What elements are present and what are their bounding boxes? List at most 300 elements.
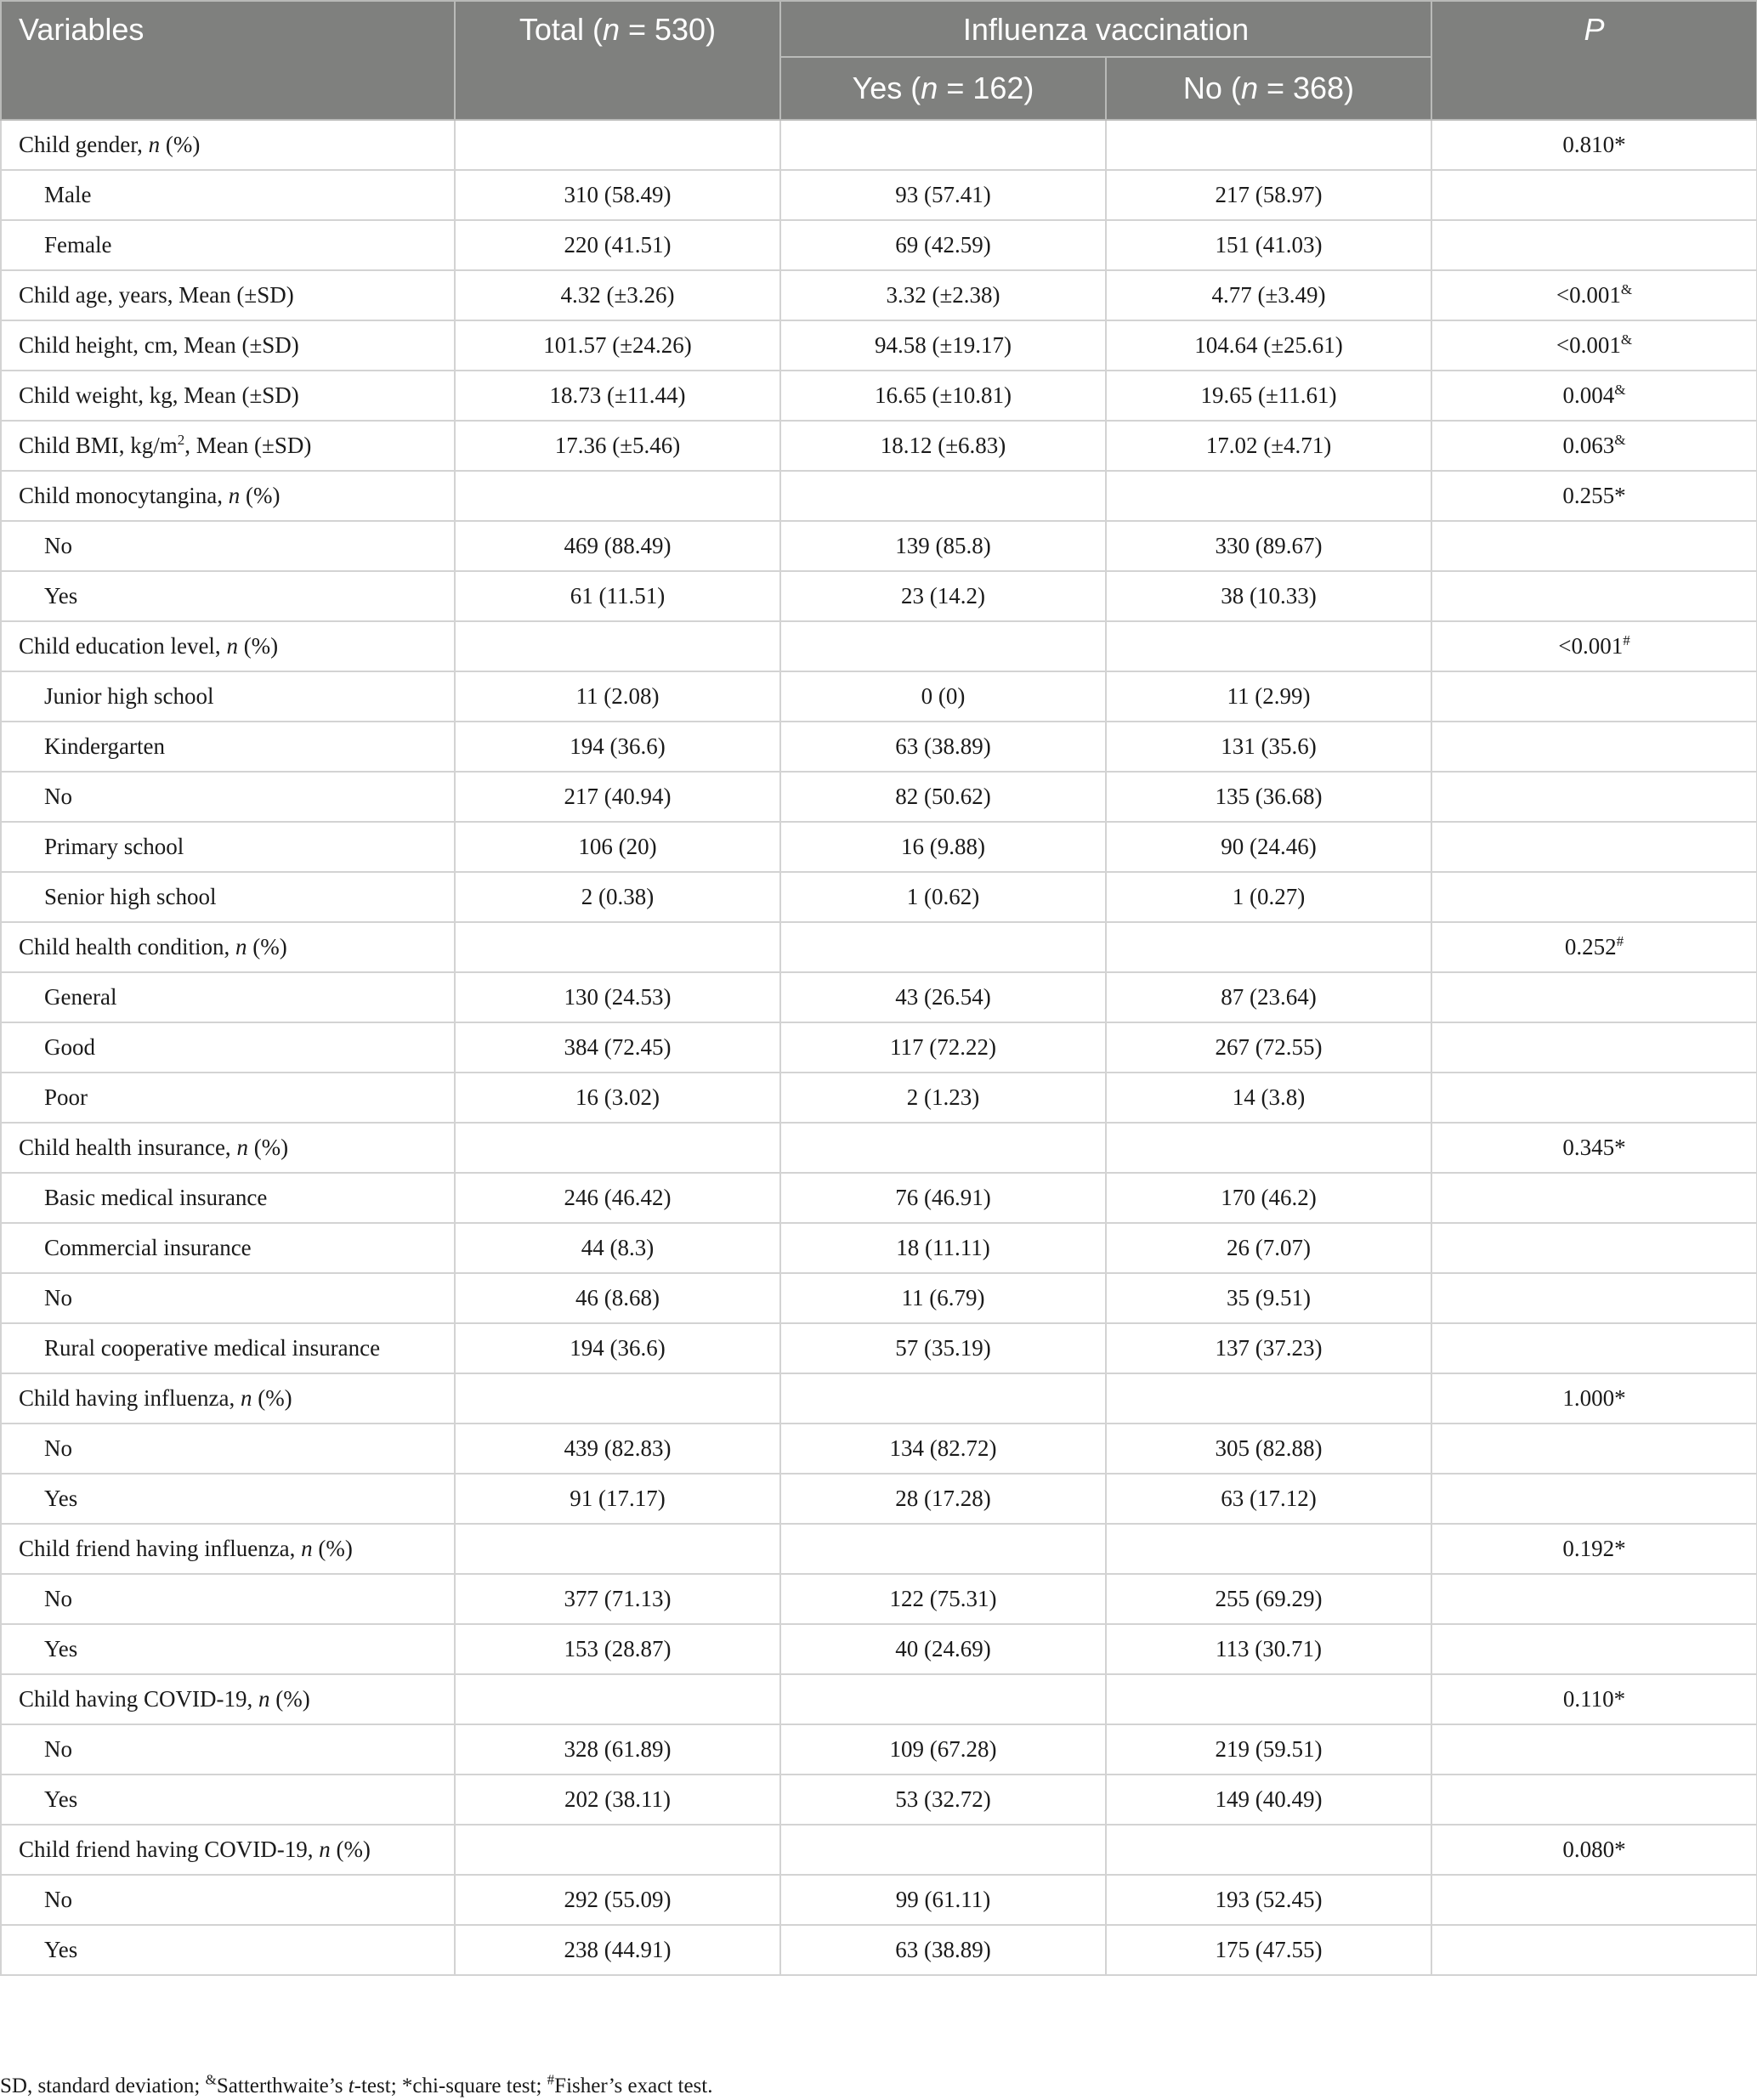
- table-footnote: SD, standard deviation; &Satterthwaite’s t-test; *chi-square test; #Fisher’s exact test.: [0, 2071, 713, 2097]
- cell-yes: 40 (24.69): [780, 1624, 1106, 1674]
- cell-yes: 139 (85.8): [780, 521, 1106, 571]
- row-label: [1, 822, 455, 872]
- cell-yes: [780, 922, 1106, 972]
- row-label: [1, 1674, 455, 1724]
- table-row: [1, 1474, 1757, 1524]
- table-row: [1, 521, 1757, 571]
- cell-yes: 82 (50.62): [780, 772, 1106, 822]
- cell-p: [1431, 671, 1757, 722]
- cell-yes: [780, 1674, 1106, 1724]
- cell-total: 194 (36.6): [455, 722, 780, 772]
- cell-total: 328 (61.89): [455, 1724, 780, 1775]
- cell-yes: [780, 120, 1106, 170]
- table-row: [1, 1323, 1757, 1373]
- cell-p: [1431, 1624, 1757, 1674]
- row-label: [1, 1323, 455, 1373]
- cell-yes: 18 (11.11): [780, 1223, 1106, 1273]
- cell-total: 91 (17.17): [455, 1474, 780, 1524]
- cell-yes: 109 (67.28): [780, 1724, 1106, 1775]
- cell-yes: 0 (0): [780, 671, 1106, 722]
- row-label: [1, 671, 455, 722]
- cell-yes: 63 (38.89): [780, 722, 1106, 772]
- cell-total: [455, 120, 780, 170]
- cell-total: [455, 1373, 780, 1424]
- cell-total: [455, 1123, 780, 1173]
- p-value: 0.004: [1562, 382, 1615, 408]
- cell-total: 11 (2.08): [455, 671, 780, 722]
- cell-yes: 99 (61.11): [780, 1875, 1106, 1925]
- cell-total: [455, 1674, 780, 1724]
- cell-p: [1431, 1925, 1757, 1975]
- row-label-suffix: (%): [312, 1536, 353, 1561]
- table-row: [1, 170, 1757, 220]
- row-label-text: No: [44, 1736, 72, 1762]
- cell-p: [1431, 1123, 1757, 1173]
- row-label: [1, 521, 455, 571]
- cell-no: 14 (3.8): [1106, 1073, 1431, 1123]
- cell-total: 106 (20): [455, 822, 780, 872]
- row-label: [1, 722, 455, 772]
- row-label-suffix: (%): [160, 132, 201, 157]
- cell-yes: 2 (1.23): [780, 1073, 1106, 1123]
- row-label-text: Child age, years, Mean (±SD): [19, 282, 294, 308]
- cell-yes: 28 (17.28): [780, 1474, 1106, 1524]
- cell-no: [1106, 621, 1431, 671]
- cell-p: [1431, 1825, 1757, 1875]
- table-row: [1, 1875, 1757, 1925]
- row-label-suffix: (%): [247, 934, 287, 959]
- row-label-text: Child friend having COVID-19,: [19, 1837, 320, 1862]
- row-label: [1, 1825, 455, 1875]
- cell-p: [1431, 1373, 1757, 1424]
- row-label-text: Primary school: [44, 834, 184, 859]
- p-mark: &: [1614, 382, 1626, 398]
- cell-no: 137 (37.23): [1106, 1323, 1431, 1373]
- row-label: [1, 471, 455, 521]
- row-label-italic: n: [301, 1536, 313, 1561]
- cell-yes: 94.58 (±19.17): [780, 320, 1106, 371]
- cell-no: 217 (58.97): [1106, 170, 1431, 220]
- table-row: [1, 922, 1757, 972]
- p-mark: #: [1623, 632, 1630, 648]
- table-row: [1, 972, 1757, 1022]
- cell-no: 151 (41.03): [1106, 220, 1431, 270]
- cell-p: [1431, 772, 1757, 822]
- header-yes: Yes (n = 162): [780, 57, 1106, 120]
- table-row: [1, 220, 1757, 270]
- cell-no: 305 (82.88): [1106, 1424, 1431, 1474]
- cell-p: [1431, 822, 1757, 872]
- row-label-suffix: (%): [269, 1686, 310, 1712]
- row-label-suffix: (%): [330, 1837, 371, 1862]
- p-value: 0.063: [1562, 433, 1615, 458]
- row-label: [1, 1574, 455, 1624]
- cell-yes: 3.32 (±2.38): [780, 270, 1106, 320]
- row-label: [1, 1925, 455, 1975]
- row-label: [1, 1474, 455, 1524]
- row-label-text: No: [44, 1285, 72, 1310]
- cell-total: 101.57 (±24.26): [455, 320, 780, 371]
- cell-total: 238 (44.91): [455, 1925, 780, 1975]
- cell-p: [1431, 621, 1757, 671]
- row-label-text: Child having influenza,: [19, 1385, 241, 1411]
- cell-p: [1431, 1524, 1757, 1574]
- table-row: [1, 1273, 1757, 1323]
- cell-yes: 1 (0.62): [780, 872, 1106, 922]
- cell-yes: 93 (57.41): [780, 170, 1106, 220]
- table-row: [1, 1674, 1757, 1724]
- row-label: [1, 421, 455, 471]
- table-row: [1, 1173, 1757, 1223]
- cell-yes: 11 (6.79): [780, 1273, 1106, 1323]
- cell-p: [1431, 1424, 1757, 1474]
- cell-yes: [780, 1373, 1106, 1424]
- cell-total: 2 (0.38): [455, 872, 780, 922]
- row-label: [1, 371, 455, 421]
- cell-no: 63 (17.12): [1106, 1474, 1431, 1524]
- table-row: [1, 671, 1757, 722]
- row-label: [1, 1123, 455, 1173]
- row-label-text: No: [44, 533, 72, 558]
- table-row: [1, 371, 1757, 421]
- table-row: [1, 270, 1757, 320]
- row-label-text: Yes: [44, 1786, 78, 1812]
- row-label-text: Child monocytangina,: [19, 483, 229, 508]
- cell-total: [455, 922, 780, 972]
- row-label: [1, 972, 455, 1022]
- cell-yes: 63 (38.89): [780, 1925, 1106, 1975]
- cell-yes: 122 (75.31): [780, 1574, 1106, 1624]
- row-label: [1, 1775, 455, 1825]
- cell-p: [1431, 1273, 1757, 1323]
- cell-p: [1431, 1875, 1757, 1925]
- cell-total: 18.73 (±11.44): [455, 371, 780, 421]
- cell-total: 17.36 (±5.46): [455, 421, 780, 471]
- cell-p: [1431, 972, 1757, 1022]
- cell-p: [1431, 1674, 1757, 1724]
- row-label-text: Child height, cm, Mean (±SD): [19, 332, 299, 358]
- row-label-text: Yes: [44, 1937, 78, 1962]
- cell-no: 26 (7.07): [1106, 1223, 1431, 1273]
- row-label-text: Child having COVID-19,: [19, 1686, 258, 1712]
- p-mark: *: [1614, 132, 1626, 157]
- row-label-italic: n: [240, 1385, 252, 1411]
- table-row: [1, 722, 1757, 772]
- cell-total: 246 (46.42): [455, 1173, 780, 1223]
- cell-total: 377 (71.13): [455, 1574, 780, 1624]
- cell-yes: 134 (82.72): [780, 1424, 1106, 1474]
- row-label: [1, 1724, 455, 1775]
- cell-yes: 18.12 (±6.83): [780, 421, 1106, 471]
- cell-no: 38 (10.33): [1106, 571, 1431, 621]
- row-label-italic: n: [236, 1135, 248, 1160]
- table-row: [1, 571, 1757, 621]
- cell-p: [1431, 1775, 1757, 1825]
- row-label-text: No: [44, 1435, 72, 1461]
- table-row: [1, 1022, 1757, 1073]
- row-label-text: Basic medical insurance: [44, 1185, 268, 1210]
- cell-yes: [780, 1123, 1106, 1173]
- table-row: [1, 1775, 1757, 1825]
- cell-p: [1431, 1022, 1757, 1073]
- cell-no: [1106, 922, 1431, 972]
- cell-total: 153 (28.87): [455, 1624, 780, 1674]
- table-row: [1, 1373, 1757, 1424]
- row-label: [1, 1524, 455, 1574]
- cell-total: 194 (36.6): [455, 1323, 780, 1373]
- p-value: <0.001: [1556, 332, 1621, 358]
- cell-total: [455, 1825, 780, 1875]
- cell-p: [1431, 521, 1757, 571]
- row-label-suffix: (%): [252, 1385, 292, 1411]
- p-value: 0.252: [1564, 934, 1617, 959]
- cell-p: [1431, 320, 1757, 371]
- cell-p: [1431, 421, 1757, 471]
- cell-total: [455, 621, 780, 671]
- p-mark: &: [1620, 331, 1633, 348]
- header-no: No (n = 368): [1106, 57, 1431, 120]
- cell-no: [1106, 1825, 1431, 1875]
- cell-p: [1431, 1474, 1757, 1524]
- table-row: [1, 1925, 1757, 1975]
- p-mark: &: [1620, 281, 1633, 297]
- cell-yes: 43 (26.54): [780, 972, 1106, 1022]
- p-mark: *: [1614, 1837, 1626, 1862]
- row-label-text: Child gender,: [19, 132, 149, 157]
- row-label: [1, 1624, 455, 1674]
- cell-no: 131 (35.6): [1106, 722, 1431, 772]
- row-label-suffix: (%): [247, 1135, 289, 1160]
- row-label: [1, 1223, 455, 1273]
- cell-no: 175 (47.55): [1106, 1925, 1431, 1975]
- row-label: [1, 1273, 455, 1323]
- cell-p: [1431, 722, 1757, 772]
- cell-total: 469 (88.49): [455, 521, 780, 571]
- table-row: [1, 1424, 1757, 1474]
- cell-p: [1431, 1173, 1757, 1223]
- row-label-text: Poor: [44, 1084, 88, 1110]
- table-row: [1, 872, 1757, 922]
- table-row: [1, 1825, 1757, 1875]
- row-label-text: Child health condition,: [19, 934, 235, 959]
- cell-no: 17.02 (±4.71): [1106, 421, 1431, 471]
- header-influenza-vaccination: Influenza vaccination: [780, 1, 1431, 57]
- cell-no: 255 (69.29): [1106, 1574, 1431, 1624]
- row-label: [1, 170, 455, 220]
- row-label: [1, 120, 455, 170]
- cell-yes: 53 (32.72): [780, 1775, 1106, 1825]
- table-row: [1, 120, 1757, 170]
- p-value: 0.080: [1562, 1837, 1615, 1862]
- row-label-italic: n: [226, 633, 238, 659]
- row-label-text: Child friend having influenza,: [19, 1536, 302, 1561]
- cell-total: 130 (24.53): [455, 972, 780, 1022]
- row-label: [1, 571, 455, 621]
- row-label: [1, 922, 455, 972]
- row-label-text: No: [44, 784, 72, 809]
- cell-total: 202 (38.11): [455, 1775, 780, 1825]
- cell-no: [1106, 1373, 1431, 1424]
- row-label-text: Rural cooperative medical insurance: [44, 1335, 381, 1361]
- cell-yes: 69 (42.59): [780, 220, 1106, 270]
- row-label: [1, 1424, 455, 1474]
- row-label-text: Child BMI, kg/m: [19, 433, 178, 458]
- row-label: [1, 270, 455, 320]
- cell-yes: 23 (14.2): [780, 571, 1106, 621]
- cell-p: [1431, 922, 1757, 972]
- row-label-text: Child weight, kg, Mean (±SD): [19, 382, 299, 408]
- cell-total: 61 (11.51): [455, 571, 780, 621]
- cell-no: [1106, 1123, 1431, 1173]
- cell-p: [1431, 872, 1757, 922]
- cell-no: 267 (72.55): [1106, 1022, 1431, 1073]
- row-label-text: Senior high school: [44, 884, 217, 909]
- table-row: [1, 320, 1757, 371]
- p-value: <0.001: [1556, 282, 1621, 308]
- cell-no: 149 (40.49): [1106, 1775, 1431, 1825]
- row-label: [1, 1875, 455, 1925]
- table-row: [1, 1223, 1757, 1273]
- p-mark: &: [1614, 432, 1626, 448]
- cell-p: [1431, 571, 1757, 621]
- cell-total: 44 (8.3): [455, 1223, 780, 1273]
- cell-total: [455, 1524, 780, 1574]
- row-label-text: Kindergarten: [44, 733, 165, 759]
- p-value: 0.345: [1562, 1135, 1615, 1160]
- cell-total: 46 (8.68): [455, 1273, 780, 1323]
- row-label-sup: 2: [177, 432, 185, 448]
- cell-total: 217 (40.94): [455, 772, 780, 822]
- row-label: [1, 872, 455, 922]
- row-label-text: Yes: [44, 1636, 78, 1661]
- row-label-text: Child health insurance,: [19, 1135, 237, 1160]
- cell-no: 193 (52.45): [1106, 1875, 1431, 1925]
- cell-p: [1431, 1323, 1757, 1373]
- cell-total: 16 (3.02): [455, 1073, 780, 1123]
- row-label: [1, 1073, 455, 1123]
- row-label: [1, 1022, 455, 1073]
- cell-no: [1106, 1524, 1431, 1574]
- row-label-suffix: , Mean (±SD): [184, 433, 312, 458]
- cell-no: 104.64 (±25.61): [1106, 320, 1431, 371]
- cell-yes: 57 (35.19): [780, 1323, 1106, 1373]
- cell-no: 19.65 (±11.61): [1106, 371, 1431, 421]
- cell-yes: 76 (46.91): [780, 1173, 1106, 1223]
- cell-no: 11 (2.99): [1106, 671, 1431, 722]
- header-row-1: [1, 1, 1757, 57]
- cell-total: 439 (82.83): [455, 1424, 780, 1474]
- table-row: [1, 471, 1757, 521]
- p-value: 0.810: [1562, 132, 1615, 157]
- cell-p: [1431, 170, 1757, 220]
- cell-p: [1431, 1073, 1757, 1123]
- p-mark: *: [1614, 483, 1626, 508]
- cell-p: [1431, 371, 1757, 421]
- table-row: [1, 772, 1757, 822]
- cell-total: 384 (72.45): [455, 1022, 780, 1073]
- cell-no: 90 (24.46): [1106, 822, 1431, 872]
- table-row: [1, 1524, 1757, 1574]
- row-label: [1, 220, 455, 270]
- table-row: [1, 1624, 1757, 1674]
- cell-p: [1431, 120, 1757, 170]
- row-label-suffix: (%): [240, 483, 281, 508]
- table-body: [1, 120, 1757, 1975]
- p-mark: *: [1613, 1686, 1626, 1712]
- cell-no: 135 (36.68): [1106, 772, 1431, 822]
- cell-total: 220 (41.51): [455, 220, 780, 270]
- cell-yes: [780, 471, 1106, 521]
- cell-yes: 117 (72.22): [780, 1022, 1106, 1073]
- row-label-italic: n: [148, 132, 161, 157]
- cell-p: [1431, 1223, 1757, 1273]
- p-value: 0.192: [1562, 1536, 1615, 1561]
- cell-no: 170 (46.2): [1106, 1173, 1431, 1223]
- table-row: [1, 1724, 1757, 1775]
- cell-yes: 16 (9.88): [780, 822, 1106, 872]
- row-label: [1, 772, 455, 822]
- p-value: 0.110: [1562, 1686, 1614, 1712]
- row-label-text: Junior high school: [44, 683, 214, 709]
- cell-total: 4.32 (±3.26): [455, 270, 780, 320]
- cell-no: [1106, 1674, 1431, 1724]
- row-label-suffix: (%): [237, 633, 279, 659]
- table-row: [1, 1073, 1757, 1123]
- cell-yes: [780, 1825, 1106, 1875]
- row-label: [1, 1173, 455, 1223]
- p-mark: *: [1614, 1385, 1626, 1411]
- table-row: [1, 822, 1757, 872]
- cell-total: 310 (58.49): [455, 170, 780, 220]
- cell-total: [455, 471, 780, 521]
- cell-p: [1431, 471, 1757, 521]
- cell-no: [1106, 471, 1431, 521]
- row-label-text: No: [44, 1586, 72, 1611]
- row-label-text: Good: [44, 1034, 95, 1060]
- row-label-text: General: [44, 984, 117, 1010]
- cell-yes: [780, 1524, 1106, 1574]
- cell-total: 292 (55.09): [455, 1875, 780, 1925]
- cell-no: 35 (9.51): [1106, 1273, 1431, 1323]
- table-header: [1, 1, 1757, 120]
- row-label-text: Child education level,: [19, 633, 227, 659]
- table-row: [1, 1123, 1757, 1173]
- p-value: <0.001: [1558, 633, 1624, 659]
- row-label-text: Male: [44, 182, 92, 207]
- table-row: [1, 621, 1757, 671]
- row-label-italic: n: [235, 934, 247, 959]
- row-label-text: Yes: [44, 583, 78, 608]
- row-label: [1, 1373, 455, 1424]
- row-label-text: Commercial insurance: [44, 1235, 252, 1260]
- table-row: [1, 421, 1757, 471]
- p-value: 0.255: [1562, 483, 1615, 508]
- row-label-text: No: [44, 1887, 72, 1912]
- cell-yes: [780, 621, 1106, 671]
- row-label-italic: n: [319, 1837, 331, 1862]
- cell-no: 87 (23.64): [1106, 972, 1431, 1022]
- p-mark: *: [1614, 1135, 1626, 1160]
- cell-no: 1 (0.27): [1106, 872, 1431, 922]
- cell-no: [1106, 120, 1431, 170]
- p-value: 1.000: [1562, 1385, 1615, 1411]
- cell-no: 330 (89.67): [1106, 521, 1431, 571]
- cell-p: [1431, 220, 1757, 270]
- header-p: P: [1431, 1, 1757, 120]
- row-label: [1, 320, 455, 371]
- row-label-text: Yes: [44, 1486, 78, 1511]
- row-label-italic: n: [258, 1686, 270, 1712]
